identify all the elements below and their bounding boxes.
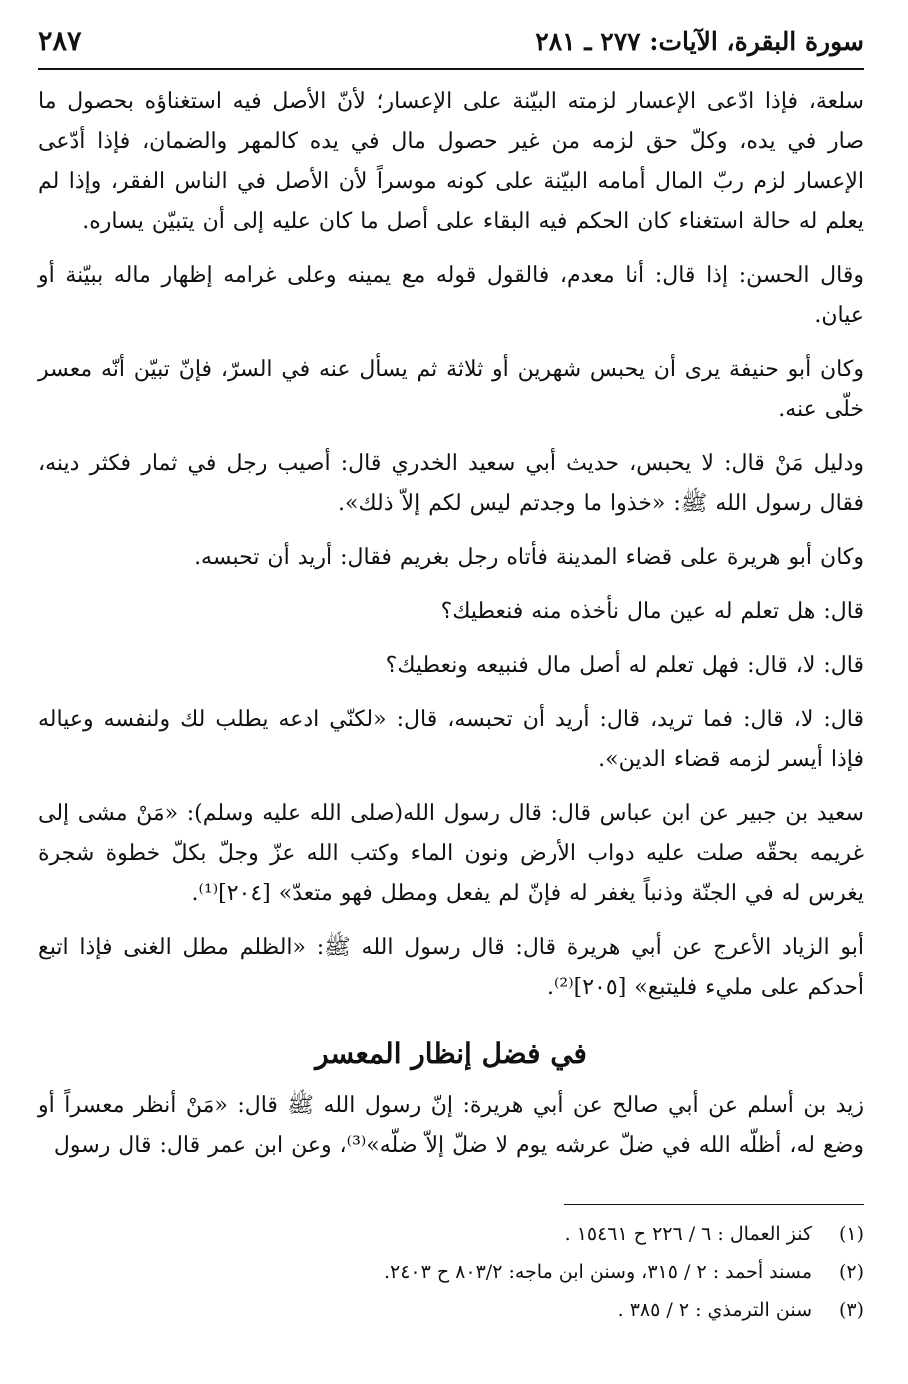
footnote-text: سنن الترمذي : ٢ / ٣٨٥ . — [617, 1299, 812, 1321]
footnote-text: كنز العمال : ٦ / ٢٢٦ ح ١٥٤٦١ . — [564, 1223, 812, 1245]
header-title: سورة البقرة، الآيات: ٢٧٧ ـ ٢٨١ — [535, 26, 864, 56]
footnote-number: (١) — [838, 1223, 864, 1245]
body-paragraph: سلعة، فإذا ادّعى الإعسار لزمته البيّنة على الإعسار؛ لأنّ الأصل فيه استغناؤه بحصول ما صار في يده، وكلّ حق لزمه من غير حصول مال في يده كالمهر والضمان، فإذا أدّعى الإعسار لزم ربّ المال أمامه البيّنة على كونه موسراً لأن الأصل في الناس الفقر، وإذا لم يعلم له حالة استغناء كان الحكم فيه البقاء على أصل ما كان عليه إلى أن يتبيّن يساره. — [38, 89, 864, 234]
footnotes-list — [38, 1215, 864, 1329]
page-number: ٢٨٧ — [38, 25, 82, 57]
body-paragraph: قال: لا، قال: فما تريد، قال: أريد أن تحبسه، قال: «لكنّي ادعه يطلب لك ولنفسه وعياله فإذا أيسر لزمه قضاء الدين». — [38, 707, 864, 772]
footnote-text: مسند أحمد : ٢ / ٣١٥، وسنن ابن ماجه: ٨٠٣/٢ ح ٢٤٠٣. — [383, 1261, 812, 1283]
footnote — [38, 1253, 864, 1291]
footnote-divider — [564, 1204, 864, 1205]
running-header — [38, 14, 864, 70]
body-paragraph: وقال الحسن: إذا قال: أنا معدم، فالقول قوله مع يمينه وعلى غرامه إظهار ماله ببيّنة أو عيان. — [38, 263, 864, 328]
footnote-number: (٢) — [838, 1261, 864, 1283]
body-paragraph: زيد بن أسلم عن أبي صالح عن أبي هريرة: إنّ رسول الله ﷺ قال: «مَنْ أنظر معسراً أو وضع له، أظلّه الله في ضلّ عرشه يوم لا ضلّ إلاّ ضلّه»⁽³⁾، وعن ابن عمر قال: قال رسول — [38, 1093, 864, 1158]
footnote — [38, 1291, 864, 1329]
footnote-number: (٣) — [838, 1299, 864, 1321]
body-paragraph: وكان أبو حنيفة يرى أن يحبس شهرين أو ثلاثة ثم يسأل عنه في السرّ، فإنّ تبيّن أنّه معسر خلّى عنه. — [38, 357, 864, 422]
page-body — [38, 82, 864, 1329]
body-paragraph: وكان أبو هريرة على قضاء المدينة فأتاه رجل بغريم فقال: أريد أن تحبسه. — [194, 545, 864, 570]
body-paragraph: قال: هل تعلم له عين مال نأخذه منه فنعطيك؟ — [440, 599, 864, 624]
body-paragraph: قال: لا، قال: فهل تعلم له أصل مال فنبيعه ونعطيك؟ — [385, 653, 864, 678]
footnote — [38, 1215, 864, 1253]
body-paragraph: سعيد بن جبير عن ابن عباس قال: قال رسول الله(صلى الله عليه وسلم): «مَنْ مشى إلى غريمه بحقّه صلت عليه دواب الأرض ونون الماء وكتب الله عزّ وجلّ بكلّ خطوة شجرة يغرس له في الجنّة وذنباً يغفر له فإنّ لم يفعل ومطل فهو متعدّ» [٢٠٤]⁽¹⁾. — [38, 801, 864, 906]
body-paragraph: أبو الزياد الأعرج عن أبي هريرة قال: قال رسول الله ﷺ: «الظلم مطل الغنى فإذا اتبع أحدكم على مليء فليتبع» [٢٠٥]⁽²⁾. — [38, 935, 865, 1000]
section-heading: في فضل إنظار المعسر — [315, 1037, 587, 1070]
body-paragraph: ودليل مَنْ قال: لا يحبس، حديث أبي سعيد الخدري قال: أصيب رجل في ثمار فكثر دينه، فقال رسول الله ﷺ: «خذوا ما وجدتم ليس لكم إلاّ ذلك». — [38, 451, 864, 516]
book-page — [0, 14, 908, 1384]
